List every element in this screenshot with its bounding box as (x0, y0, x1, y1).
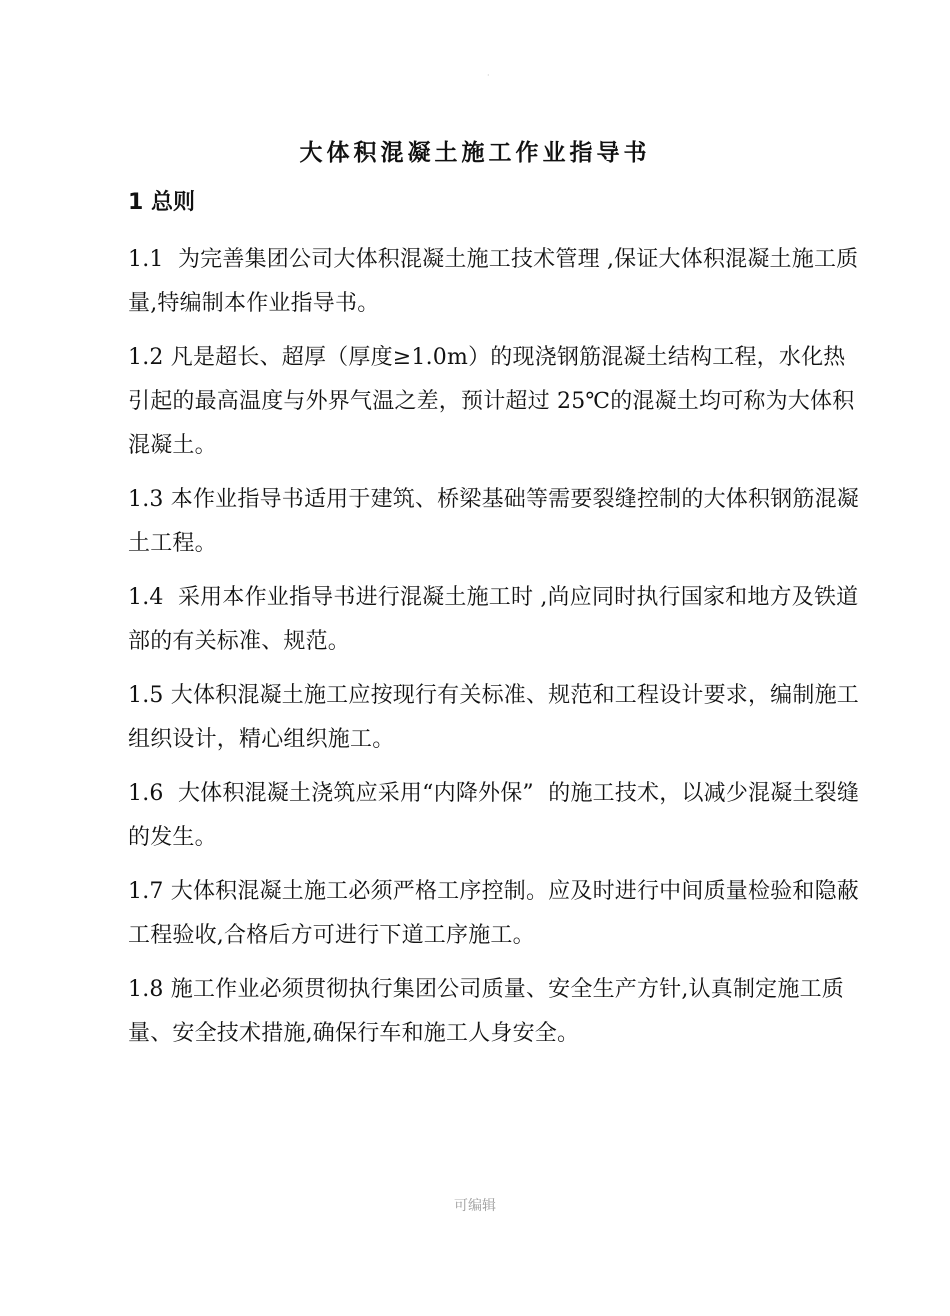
section-heading: 1 总则 (128, 190, 195, 215)
paragraph-1-1: 1.1 为完善集团公司大体积混凝土施工技术管理 ,保证大体积混凝土施工质量,特编制本作业指导书。 (128, 247, 859, 316)
paragraph-1-6: 1.6 大体积混凝土浇筑应采用“内降外保” 的施工技术，以减少混凝土裂缝的发生。 (128, 781, 860, 850)
paragraph-1-3: 1.3 本作业指导书适用于建筑、桥梁基础等需要裂缝控制的大体积钢筋混凝土工程。 (128, 487, 859, 556)
paragraph-1-4: 1.4 采用本作业指导书进行混凝土施工时 ,尚应同时执行国家和地方及铁道部的有关标准、规范。 (128, 585, 859, 654)
paragraph-1-8: 1.8 施工作业必须贯彻执行集团公司质量、安全生产方针,认真制定施工质量、安全技术措施,确保行车和施工人身安全。 (128, 977, 844, 1046)
document-body (128, 238, 860, 1056)
page-top-mark: · (487, 71, 490, 80)
paragraph-1-7: 1.7 大体积混凝土施工必须严格工序控制。应及时进行中间质量检验和隐蔽工程验收,合格后方可进行下道工序施工。 (128, 879, 859, 948)
document-title: 大体积混凝土施工作业指导书 (299, 140, 651, 166)
page-footer: 可编辑 (454, 1198, 496, 1214)
paragraph-1-2: 1.2 凡是超长、超厚（厚度≥1.0m）的现浇钢筋混凝土结构工程，水化热引起的最高温度与外界气温之差，预计超过 25℃的混凝土均可称为大体积混凝土。 (128, 345, 855, 458)
paragraph-1-5: 1.5 大体积混凝土施工应按现行有关标准、规范和工程设计要求，编制施工组织设计，精心组织施工。 (128, 683, 859, 752)
